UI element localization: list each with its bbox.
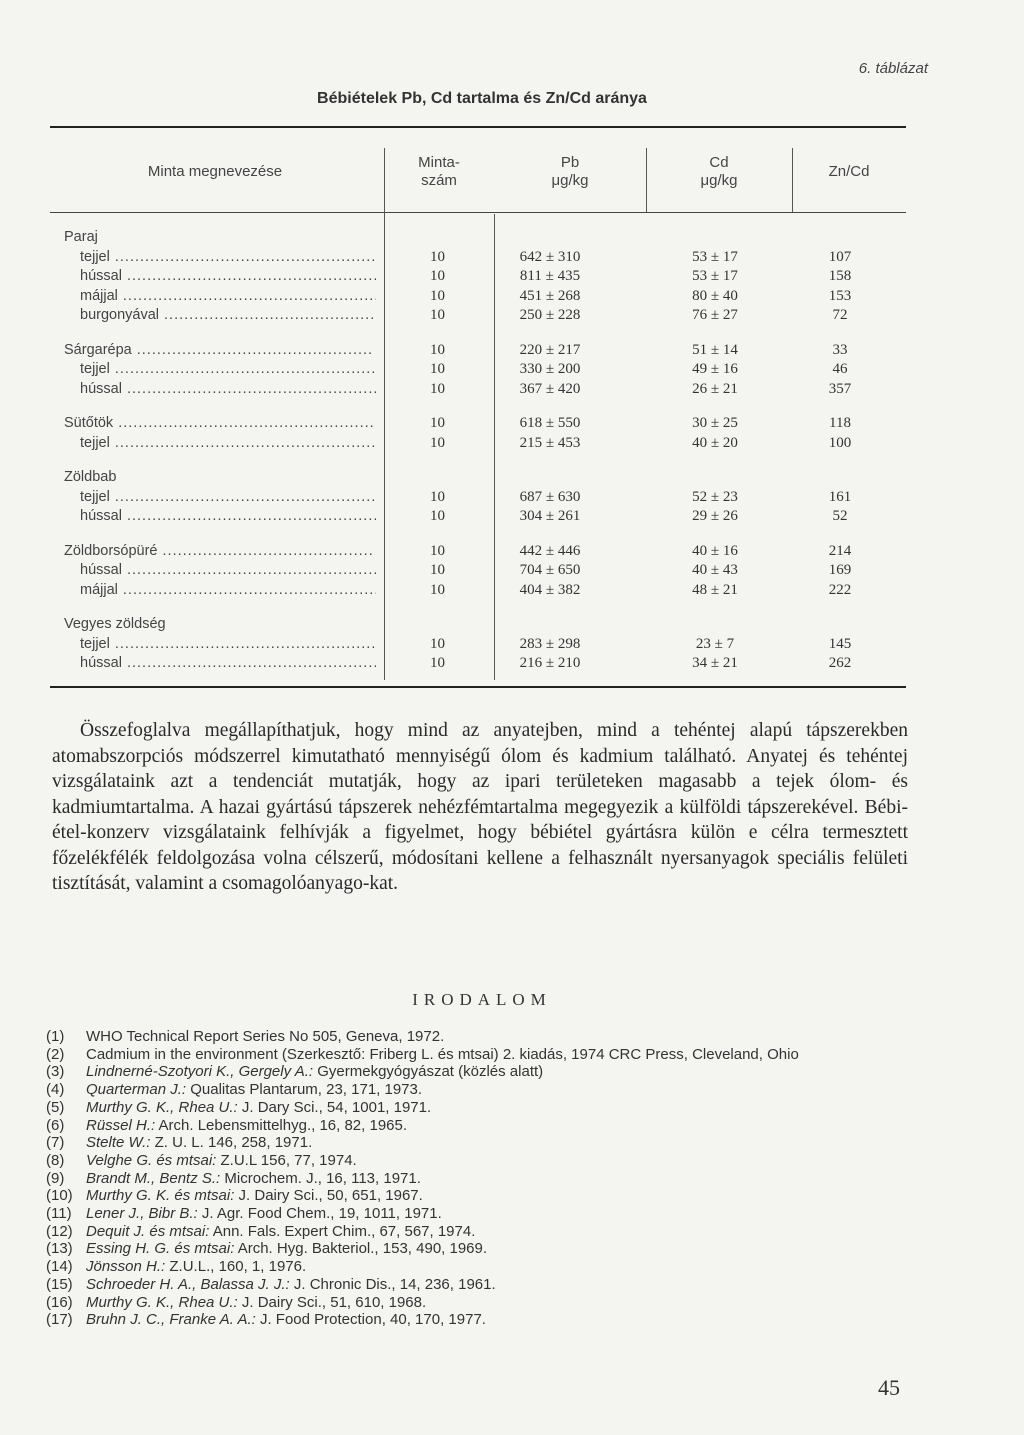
reference-item bbox=[46, 1152, 916, 1170]
page-number: 45 bbox=[878, 1375, 900, 1400]
row-pb: 220 ± 217 bbox=[519, 341, 581, 358]
row-zn: 145 bbox=[828, 635, 852, 652]
header-pb bbox=[494, 132, 646, 212]
reference-item bbox=[46, 1028, 916, 1046]
reference-number: (13) bbox=[46, 1240, 73, 1258]
row-cd: 80 ± 40 bbox=[692, 287, 738, 304]
row-count: 10 bbox=[430, 415, 445, 431]
reference-author: Murthy G. K. és mtsai: bbox=[86, 1187, 235, 1205]
reference-source: Cadmium in the environment (Szerkesztő: Friberg L. és mtsai) 2. kiadás, 1974 CRC Press, Cleveland, Ohio bbox=[86, 1045, 799, 1063]
table-row bbox=[50, 341, 906, 360]
reference-item bbox=[46, 1170, 916, 1188]
row-cd: 29 ± 26 bbox=[692, 508, 738, 524]
table-row bbox=[50, 654, 906, 673]
reference-text bbox=[86, 1170, 916, 1188]
row-name: tejjel ..... bbox=[80, 248, 376, 267]
row-name: hússal ..... bbox=[80, 654, 376, 673]
reference-text bbox=[86, 1205, 916, 1223]
row-zn: 158 bbox=[828, 268, 852, 284]
row-pb: 367 ± 420 bbox=[519, 380, 581, 397]
reference-item bbox=[46, 1187, 916, 1205]
reference-source: Microchem. J., 16, 113, 1971. bbox=[224, 1169, 421, 1187]
row-pb: 642 ± 310 bbox=[519, 248, 581, 265]
header-count bbox=[384, 132, 494, 212]
table-title bbox=[0, 90, 1024, 108]
row-count: 10 bbox=[430, 655, 445, 671]
reference-item bbox=[46, 1099, 916, 1117]
table-row bbox=[50, 248, 906, 267]
header-cd-line2: μg/kg bbox=[700, 172, 738, 189]
row-zn: 100 bbox=[828, 434, 852, 451]
table-row bbox=[50, 228, 906, 247]
reference-author: Murthy G. K., Rhea U.: bbox=[86, 1293, 238, 1311]
table-row bbox=[50, 615, 906, 634]
reference-author: Murthy G. K., Rhea U.: bbox=[86, 1098, 238, 1116]
reference-text bbox=[86, 1117, 916, 1135]
reference-number: (5) bbox=[46, 1098, 65, 1116]
row-count: 10 bbox=[430, 341, 445, 358]
row-pb: 811 ± 435 bbox=[519, 268, 581, 284]
reference-text bbox=[86, 1311, 916, 1329]
reference-item bbox=[46, 1205, 916, 1223]
row-name: Sárgarépa ..... bbox=[64, 341, 374, 360]
reference-author: Quarterman J.: bbox=[86, 1081, 187, 1099]
reference-author: Velghe G. és mtsai: bbox=[86, 1151, 217, 1169]
row-count: 10 bbox=[430, 635, 445, 652]
row-cd: 26 ± 21 bbox=[692, 380, 738, 397]
row-name: májjal ..... bbox=[80, 581, 376, 600]
reference-source: Z. U. L. 146, 258, 1971. bbox=[154, 1134, 313, 1152]
table-row bbox=[50, 561, 906, 580]
row-zn: 262 bbox=[828, 655, 852, 671]
header-zn: Zn/Cd bbox=[828, 163, 870, 180]
reference-text bbox=[86, 1152, 916, 1170]
reference-source: Ann. Fals. Expert Chim., 67, 567, 1974. bbox=[212, 1222, 476, 1240]
row-name: tejjel ..... bbox=[80, 360, 376, 379]
table-label: 6. táblázat bbox=[858, 60, 928, 77]
reference-number: (10) bbox=[46, 1187, 73, 1205]
reference-number: (17) bbox=[46, 1311, 73, 1329]
reference-text bbox=[86, 1187, 916, 1205]
reference-text bbox=[86, 1240, 916, 1258]
row-cd: 40 ± 43 bbox=[692, 562, 738, 578]
row-name: Paraj bbox=[64, 229, 98, 245]
reference-author: Essing H. G. és mtsai: bbox=[86, 1240, 235, 1258]
row-name: hússal ..... bbox=[80, 267, 376, 286]
reference-text bbox=[86, 1046, 916, 1064]
row-name: Sütőtök ..... bbox=[64, 414, 374, 433]
row-zn: 222 bbox=[828, 581, 852, 598]
reference-number: (11) bbox=[46, 1205, 72, 1223]
row-count: 10 bbox=[430, 287, 445, 304]
reference-source: J. Food Protection, 40, 170, 1977. bbox=[259, 1311, 486, 1329]
column-divider bbox=[792, 148, 793, 212]
reference-text bbox=[86, 1258, 916, 1276]
reference-author: Lener J., Bibr B.: bbox=[86, 1205, 198, 1223]
row-zn: 161 bbox=[828, 488, 852, 505]
reference-number: (3) bbox=[46, 1063, 65, 1081]
row-count: 10 bbox=[430, 581, 445, 598]
reference-item bbox=[46, 1134, 916, 1152]
row-pb: 250 ± 228 bbox=[519, 307, 581, 323]
row-count: 10 bbox=[430, 268, 445, 284]
reference-source: WHO Technical Report Series No 505, Geneva, 1972. bbox=[86, 1028, 445, 1045]
header-pb-line1: Pb bbox=[560, 154, 580, 171]
reference-item bbox=[46, 1311, 916, 1329]
row-zn: 214 bbox=[828, 542, 852, 559]
table-row bbox=[50, 488, 906, 507]
reference-number: (9) bbox=[46, 1169, 65, 1187]
table-row bbox=[50, 581, 906, 600]
reference-text bbox=[86, 1276, 916, 1294]
row-count: 10 bbox=[430, 562, 445, 578]
row-pb: 304 ± 261 bbox=[519, 508, 581, 524]
reference-item bbox=[46, 1117, 916, 1135]
table-title-text: Bébiételek Pb, Cd tartalma és Zn/Cd aránya bbox=[317, 90, 647, 107]
row-count: 10 bbox=[430, 248, 445, 265]
row-pb: 687 ± 630 bbox=[519, 488, 581, 505]
reference-source: J. Dary Sci., 54, 1001, 1971. bbox=[241, 1098, 432, 1116]
table-row bbox=[50, 542, 906, 561]
row-pb: 215 ± 453 bbox=[519, 434, 581, 451]
row-name: tejjel ..... bbox=[80, 488, 376, 507]
row-zn: 52 bbox=[832, 508, 848, 524]
reference-author: Bruhn J. C., Franke A. A.: bbox=[86, 1311, 256, 1329]
reference-text bbox=[86, 1294, 916, 1312]
reference-item bbox=[46, 1294, 916, 1312]
row-cd: 40 ± 20 bbox=[692, 434, 738, 451]
row-zn: 357 bbox=[828, 380, 852, 397]
reference-number: (2) bbox=[46, 1045, 65, 1063]
header-cd-line1: Cd bbox=[709, 154, 729, 171]
reference-author: Schroeder H. A., Balassa J. J.: bbox=[86, 1275, 290, 1293]
row-pb: 216 ± 210 bbox=[519, 655, 581, 671]
reference-number: (16) bbox=[46, 1293, 73, 1311]
row-zn: 118 bbox=[829, 415, 851, 431]
reference-number: (15) bbox=[46, 1275, 73, 1293]
row-cd: 30 ± 25 bbox=[692, 415, 738, 431]
reference-item bbox=[46, 1063, 916, 1081]
references-title-text: IRODALOM bbox=[412, 990, 552, 1009]
row-name: májjal ..... bbox=[80, 287, 376, 306]
table-row bbox=[50, 360, 906, 379]
row-cd: 40 ± 16 bbox=[692, 542, 738, 559]
summary-paragraph bbox=[52, 718, 908, 897]
table-row bbox=[50, 414, 906, 433]
table-row bbox=[50, 287, 906, 306]
row-name: tejjel ..... bbox=[80, 434, 376, 453]
row-zn: 107 bbox=[828, 248, 852, 265]
row-cd: 48 ± 21 bbox=[692, 581, 738, 598]
reference-text bbox=[86, 1134, 916, 1152]
row-count: 10 bbox=[430, 380, 445, 397]
reference-author: Jönsson H.: bbox=[86, 1258, 166, 1276]
reference-source: Gyermekgyógyászat (közlés alatt) bbox=[317, 1063, 544, 1081]
row-count: 10 bbox=[430, 542, 445, 559]
row-count: 10 bbox=[430, 434, 445, 451]
row-cd: 53 ± 17 bbox=[692, 268, 738, 284]
reference-author: Rüssel H.: bbox=[86, 1116, 156, 1134]
reference-number: (12) bbox=[46, 1222, 73, 1240]
header-count-line1: Minta- bbox=[418, 154, 460, 171]
reference-number: (4) bbox=[46, 1081, 65, 1099]
table-row bbox=[50, 507, 906, 526]
table-row bbox=[50, 468, 906, 487]
reference-author: Stelte W.: bbox=[86, 1134, 151, 1152]
row-name: Vegyes zöldség bbox=[64, 616, 166, 632]
row-name: burgonyával ..... bbox=[80, 306, 376, 325]
table-row bbox=[50, 434, 906, 453]
reference-number: (8) bbox=[46, 1151, 65, 1169]
reference-source: J. Chronic Dis., 14, 236, 1961. bbox=[293, 1275, 496, 1293]
row-pb: 283 ± 298 bbox=[519, 635, 581, 652]
row-pb: 451 ± 268 bbox=[519, 287, 581, 304]
reference-text bbox=[86, 1099, 916, 1117]
column-divider bbox=[646, 148, 647, 212]
row-count: 10 bbox=[430, 307, 445, 323]
reference-text bbox=[86, 1028, 916, 1046]
header-pb-line2: μg/kg bbox=[551, 172, 589, 189]
row-pb: 618 ± 550 bbox=[519, 415, 581, 431]
reference-item bbox=[46, 1276, 916, 1294]
row-pb: 704 ± 650 bbox=[519, 562, 581, 578]
row-zn: 33 bbox=[832, 341, 848, 358]
row-count: 10 bbox=[430, 488, 445, 505]
row-cd: 52 ± 23 bbox=[692, 488, 738, 505]
reference-source: Z.U.L 156, 77, 1974. bbox=[220, 1151, 357, 1169]
table-row bbox=[50, 635, 906, 654]
data-table bbox=[50, 126, 906, 688]
row-cd: 34 ± 21 bbox=[692, 655, 738, 671]
reference-source: J. Dairy Sci., 50, 651, 1967. bbox=[238, 1187, 423, 1205]
reference-item bbox=[46, 1046, 916, 1064]
paragraph-text: Összefoglalva megállapíthatjuk, hogy mind az anyatejben, mind a tehéntej alapú tápszerekben atomabszorpciós módszerrel kimutatható mennyiségű ólom és kadmium található. Anyatej és tehéntej vizsgálataink azt a tendenciát mutatják, hogy az ipari területeken magasabb a tejek ólom- és kadmiumtartalma. A hazai gyártású tápszerek nehézfémtartalma megegyezik a külföldi tápszerekével. Bébi-étel-konzerv vizsgálataink felhívják a figyelmet, hogy bébiétel gyártásra külön e célra termesztett főzelékfélék feldolgozása volna célszerű, módosítani kellene a felhasznált nyersanyagok speciális felületi tisztítását, valamint a csomagolóanyago-kat. bbox=[52, 720, 908, 894]
row-pb: 404 ± 382 bbox=[519, 581, 581, 598]
reference-source: Z.U.L., 160, 1, 1976. bbox=[169, 1258, 307, 1276]
table-row bbox=[50, 267, 906, 286]
reference-item bbox=[46, 1081, 916, 1099]
reference-source: Arch. Lebensmittelhyg., 16, 82, 1965. bbox=[158, 1116, 408, 1134]
header-cd bbox=[646, 132, 792, 212]
reference-number: (6) bbox=[46, 1116, 65, 1134]
reference-author: Dequit J. és mtsai: bbox=[86, 1222, 210, 1240]
row-zn: 153 bbox=[828, 287, 852, 304]
reference-item bbox=[46, 1223, 916, 1241]
references-title bbox=[0, 990, 1024, 1010]
reference-item bbox=[46, 1258, 916, 1276]
reference-number: (7) bbox=[46, 1134, 65, 1152]
row-name: Zöldborsópüré ..... bbox=[64, 542, 374, 561]
row-zn: 72 bbox=[832, 307, 848, 323]
row-name: hússal ..... bbox=[80, 380, 376, 399]
row-pb: 442 ± 446 bbox=[519, 542, 581, 559]
row-cd: 51 ± 14 bbox=[692, 341, 738, 358]
row-name: Zöldbab bbox=[64, 469, 117, 485]
reference-number: (14) bbox=[46, 1258, 73, 1276]
row-name: hússal ..... bbox=[80, 561, 376, 580]
reference-text bbox=[86, 1063, 916, 1081]
reference-source: J. Dairy Sci., 51, 610, 1968. bbox=[241, 1293, 427, 1311]
row-cd: 23 ± 7 bbox=[695, 635, 735, 652]
row-name: hússal ..... bbox=[80, 507, 376, 526]
table-row bbox=[50, 306, 906, 325]
table-row bbox=[50, 380, 906, 399]
row-zn: 46 bbox=[832, 361, 848, 377]
reference-list bbox=[46, 1028, 916, 1329]
reference-number: (1) bbox=[46, 1028, 65, 1045]
row-name: tejjel ..... bbox=[80, 635, 376, 654]
reference-author: Brandt M., Bentz S.: bbox=[86, 1169, 221, 1187]
reference-item bbox=[46, 1240, 916, 1258]
header-name: Minta megnevezése bbox=[147, 163, 283, 180]
header-count-line2: szám bbox=[421, 172, 457, 189]
row-cd: 76 ± 27 bbox=[692, 307, 738, 323]
row-count: 10 bbox=[430, 508, 445, 524]
reference-text bbox=[86, 1223, 916, 1241]
row-cd: 49 ± 16 bbox=[692, 361, 738, 377]
row-cd: 53 ± 17 bbox=[692, 248, 738, 265]
row-zn: 169 bbox=[828, 562, 852, 578]
table-header bbox=[50, 132, 906, 213]
reference-text bbox=[86, 1081, 916, 1099]
reference-source: Qualitas Plantarum, 23, 171, 1973. bbox=[190, 1081, 423, 1099]
row-pb: 330 ± 200 bbox=[519, 361, 581, 377]
reference-author: Lindnerné-Szotyori K., Gergely A.: bbox=[86, 1063, 314, 1081]
row-count: 10 bbox=[430, 361, 445, 377]
reference-source: Arch. Hyg. Bakteriol., 153, 490, 1969. bbox=[237, 1240, 488, 1258]
reference-source: J. Agr. Food Chem., 19, 1011, 1971. bbox=[201, 1205, 442, 1223]
